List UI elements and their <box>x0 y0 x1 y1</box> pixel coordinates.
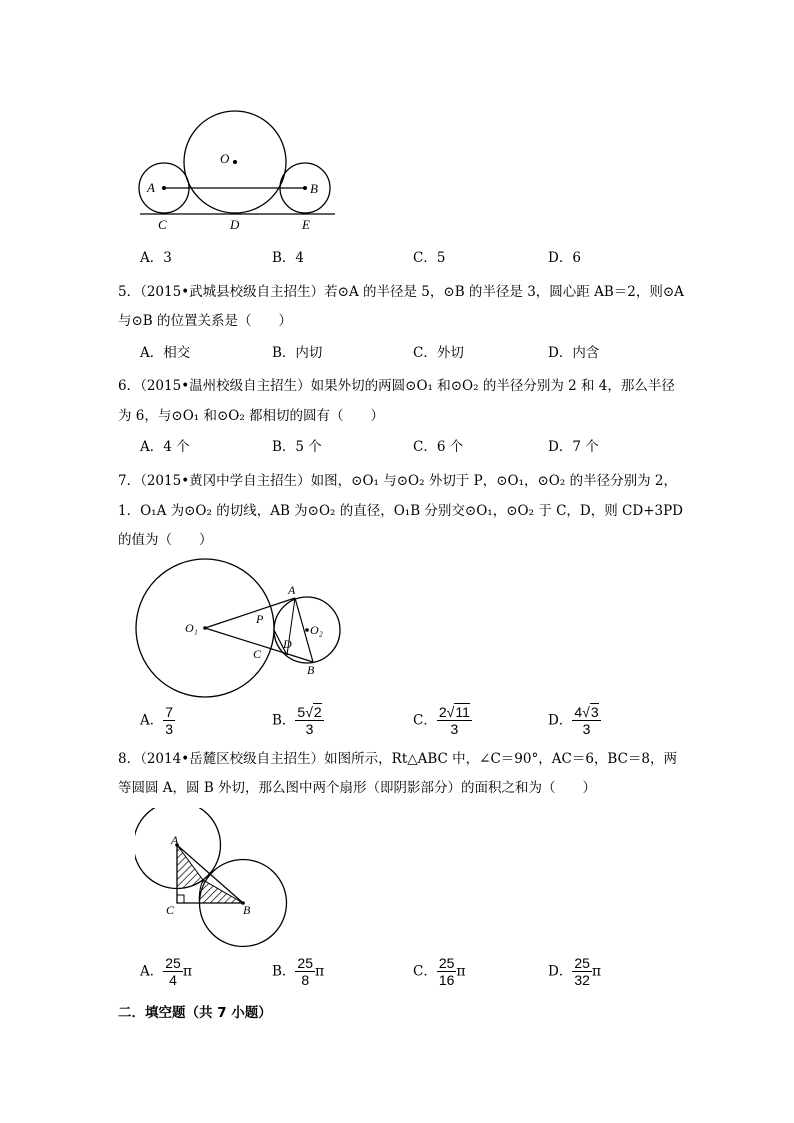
q5-option-b[interactable]: B．内切 <box>272 345 323 361</box>
pi-symbol: π <box>182 963 193 980</box>
q7-option-d-label: D． <box>548 712 573 729</box>
denominator: 3 <box>305 721 314 737</box>
label-o: O <box>220 151 230 166</box>
fraction <box>572 704 600 737</box>
numerator: 25 <box>165 955 181 971</box>
q6-option-a[interactable]: A．4 个 <box>140 439 190 455</box>
coefficient: 4 <box>574 704 583 720</box>
segment-o1-a <box>205 598 295 628</box>
q8-option-b[interactable] <box>272 955 324 988</box>
q8-option-b-label: B． <box>272 963 296 980</box>
q4-option-b[interactable]: B．4 <box>272 250 305 266</box>
q7-option-a[interactable] <box>140 704 175 737</box>
q8-figure <box>135 808 295 948</box>
q6-option-c[interactable]: C．6 个 <box>413 439 464 455</box>
fraction <box>437 704 472 737</box>
radicand: 3 <box>590 704 599 720</box>
point-o <box>233 160 237 164</box>
label-o2: O₂ <box>310 623 323 637</box>
point-b <box>303 186 307 190</box>
label-e: E <box>302 217 310 232</box>
pi-symbol: π <box>591 963 602 980</box>
q5-option-c[interactable]: C．外切 <box>413 345 464 361</box>
coefficient: 2 <box>438 704 447 720</box>
radicand: 2 <box>313 704 322 720</box>
numerator: 7 <box>165 704 174 720</box>
numerator <box>572 704 600 721</box>
q4-option-c[interactable]: C．5 <box>413 250 446 266</box>
label-a: A <box>147 180 155 195</box>
q7-option-d[interactable] <box>548 704 601 737</box>
q6-stem-line1: 6．（2015•温州校级自主招生）如果外切的两圆⊙O₁ 和⊙O₂ 的半径分别为 2 和 4，那么半径 <box>118 378 675 394</box>
q6-stem-line2: 为 6，与⊙O₁ 和⊙O₂ 都相切的圆有（ ） <box>118 408 385 424</box>
fraction <box>295 704 323 737</box>
q8-option-c-label: C． <box>413 963 437 980</box>
q8-option-a-label: A． <box>140 963 164 980</box>
point-o2 <box>305 628 309 632</box>
label-d: D <box>283 637 292 651</box>
q7-stem-line2: 1．O₁A 为⊙O₂ 的切线，AB 为⊙O₂ 的直径，O₁B 分别交⊙O₁，⊙O₂ 于 C，D，则 CD+3PD <box>118 503 683 519</box>
denominator: 3 <box>582 721 591 737</box>
numerator <box>295 704 323 721</box>
q6-option-b[interactable]: B．5 个 <box>272 439 322 455</box>
label-c: C <box>158 217 167 232</box>
q4-figure <box>135 108 340 233</box>
q8-option-a[interactable] <box>140 955 192 988</box>
numerator <box>437 704 472 721</box>
q8-option-d-label: D． <box>548 963 573 980</box>
q7-option-a-label: A． <box>140 712 164 729</box>
numerator: 25 <box>297 955 313 971</box>
denominator: 16 <box>438 972 455 988</box>
q7-option-c[interactable] <box>413 704 472 737</box>
numerator: 25 <box>438 955 455 971</box>
label-b: B <box>310 181 318 196</box>
q5-option-d[interactable]: D．内含 <box>548 345 600 361</box>
sqrt-icon: √ <box>582 704 590 720</box>
right-angle-mark <box>177 895 184 903</box>
point-o1 <box>203 626 207 630</box>
fraction <box>572 955 592 988</box>
pi-symbol: π <box>315 963 325 980</box>
q7-option-b-label: B． <box>272 712 296 729</box>
q8-option-c[interactable] <box>413 955 466 988</box>
q8-stem-line1: 8．（2014•岳麓区校级自主招生）如图所示，Rt△ABC 中，∠C＝90°，AC＝6，BC＝8，两 <box>118 751 677 767</box>
label-d: D <box>230 217 240 232</box>
denominator: 4 <box>169 972 177 988</box>
point-a <box>162 186 166 190</box>
label-c: C <box>253 647 262 661</box>
q6-option-d[interactable]: D．7 个 <box>548 439 599 455</box>
q7-stem-line3: 的值为（ ） <box>118 532 213 548</box>
label-b: B <box>307 663 315 677</box>
fraction <box>437 955 457 988</box>
q4-option-d[interactable]: D．6 <box>548 250 581 266</box>
sqrt-icon: √ <box>305 704 313 720</box>
section-heading: 二．填空题（共 7 小题） <box>118 1005 272 1021</box>
q5-option-a[interactable]: A．相交 <box>140 345 191 361</box>
q7-stem-line1: 7．（2015•黄冈中学自主招生）如图，⊙O₁ 与⊙O₂ 外切于 P，⊙O₁，⊙O₂ 的半径分别为 2， <box>118 473 677 489</box>
sqrt-icon: √ <box>446 704 455 720</box>
denominator: 3 <box>450 721 459 737</box>
denominator: 8 <box>301 972 310 988</box>
pi-symbol: π <box>456 963 466 980</box>
denominator: 32 <box>574 972 590 988</box>
q7-option-b[interactable] <box>272 704 324 737</box>
radicand: 11 <box>455 704 470 720</box>
fraction <box>163 704 175 737</box>
label-c: C <box>166 903 175 917</box>
label-p: P <box>256 612 264 626</box>
label-b: B <box>243 903 251 917</box>
q7-figure <box>135 548 350 698</box>
label-a: A <box>288 583 296 597</box>
coefficient: 5 <box>297 704 306 720</box>
label-o1: O₁ <box>185 621 198 635</box>
fraction <box>295 955 315 988</box>
label-a: A <box>171 833 179 847</box>
fraction <box>163 955 183 988</box>
q7-option-c-label: C． <box>413 712 437 729</box>
q5-stem-line2: 与⊙B 的位置关系是（ ） <box>118 313 293 329</box>
q4-option-a[interactable]: A．3 <box>140 250 172 266</box>
q5-stem-line1: 5．（2015•武城县校级自主招生）若⊙A 的半径是 5，⊙B 的半径是 3，圆心距 AB＝2，则⊙A <box>118 284 684 300</box>
q8-stem-line2: 等圆圆 A，圆 B 外切，那么图中两个扇形（即阴影部分）的面积之和为（ ） <box>118 780 597 796</box>
denominator: 3 <box>165 721 174 737</box>
numerator: 25 <box>574 955 590 971</box>
q8-option-d[interactable] <box>548 955 601 988</box>
